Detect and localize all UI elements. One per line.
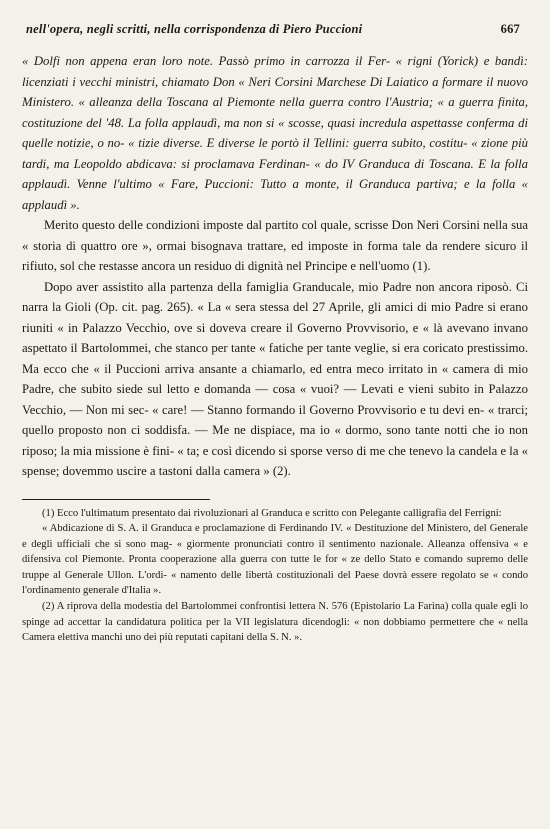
footnote-1-quote: « Abdicazione di S. A. il Granduca e proclamazione di Ferdinando IV. « Destituzione del Ministero, del Generale e degli ufficiali che si sono mag- « giormente pronunciati contro il sentimento nazionale. Alleanza offensiva « e difensiva col Piemonte. Pronta cooperazione alla guerra con tutte le for « ze dello Stato e comando supremo delle truppe al Generale Ullon. L'ordi- « namento delle libertà costituzionali del Paese dovrà essere regolato se « condo l'ordinamento generale d'Italia ». bbox=[22, 523, 528, 597]
paragraph-3: Dopo aver assistito alla partenza della famiglia Granducale, mio Padre non ancora riposò. Ci narra la Gioli (Op. cit. pag. 265). « La « sera stessa del 27 Aprile, gli amici di mio Padre si erano riuniti « in Palazzo Vecchio, ove si doveva creare il Governo Provvisorio, e « là avevano invano aspettato il Bartolommei, che stanco per tante « fatiche per tante veglie, si era coricato prestissimo. Ma ecco che « il Puccioni arriva ansante a chiamarlo, ed entra meco irritato in « camera di mio Padre, che subito siede sul letto e domanda — cosa « vuoi? — Levati e vieni subito in Palazzo Vecchio, — Non mi sec- « care! — Stanno formando il Governo Provvisorio e tu devi en- « trarci; quello proposto non ci soddisfa. — Me ne dispiace, ma io « dormo, sono tante notti che io non riposo; la mia missione è fini- « ta; e così dicendo si sporse verso di me che tenevo la candela e la « spense; dovemmo uscire a tastoni dalla camera » (2). bbox=[22, 279, 528, 478]
footnote-1: (1) Ecco l'ultimatum presentato dai rivoluzionari al Granduca e scritto con Pelegante calligrafia del Ferrigni: bbox=[42, 507, 502, 519]
main-text bbox=[22, 51, 528, 482]
footnotes bbox=[22, 506, 528, 646]
quote-paragraph-1: « Dolfi non appena eran loro note. Passò primo in carrozza il Fer- « rigni (Yorick) e bandì: licenziati i vecchi ministri, chiamato Don « Neri Corsini Marchese Di Laiatico a formare il nuovo Ministero. « alleanza della Toscana al Piemonte nella guerra contro l'Austria; « a guerra finita, costituzione del '48. La folla applaudì, ma non si « scosse, quasi incredula aspettasse conferma di quelle notizie, o no- « tizie diverse. E diverse le portò il Tellini: guerra subito, costitu- « zione più tardi, ma Leopoldo abdicava: si proclamava Ferdinan- « do IV Granduca di Toscana. E la folla applaudì. Venne l'ultimo « Fare, Puccioni: Tutto a monte, il Granduca partiva; e la folla « applaudì ». bbox=[22, 54, 528, 212]
footnote-2: (2) A riprova della modestia del Bartolommei confrontisi lettera N. 576 (Epistolario La Farina) colla quale egli lo spinge ad accettar la candidatura politica per la VII legislatura dicendogli: « non dobbiamo permettere che « nella Camera elettiva manchi uno dei più reputati capitani della S. N. ». bbox=[22, 601, 528, 644]
running-title: nell'opera, negli scritti, nella corrispondenza di Piero Puccioni bbox=[26, 22, 363, 36]
page-number: 667 bbox=[500, 22, 520, 36]
paragraph-2: Merito questo delle condizioni imposte dal partito col quale, scrisse Don Neri Corsini nella sua « storia di quattro ore », ormai bisognava trattare, ed imposte in forma tale da rendere sicuro il rifiuto, sol che restasse ancora un residuo di dignità nel Principe e nell'uomo (1). bbox=[22, 218, 528, 273]
running-header bbox=[26, 22, 520, 37]
footnote-divider bbox=[22, 499, 210, 500]
